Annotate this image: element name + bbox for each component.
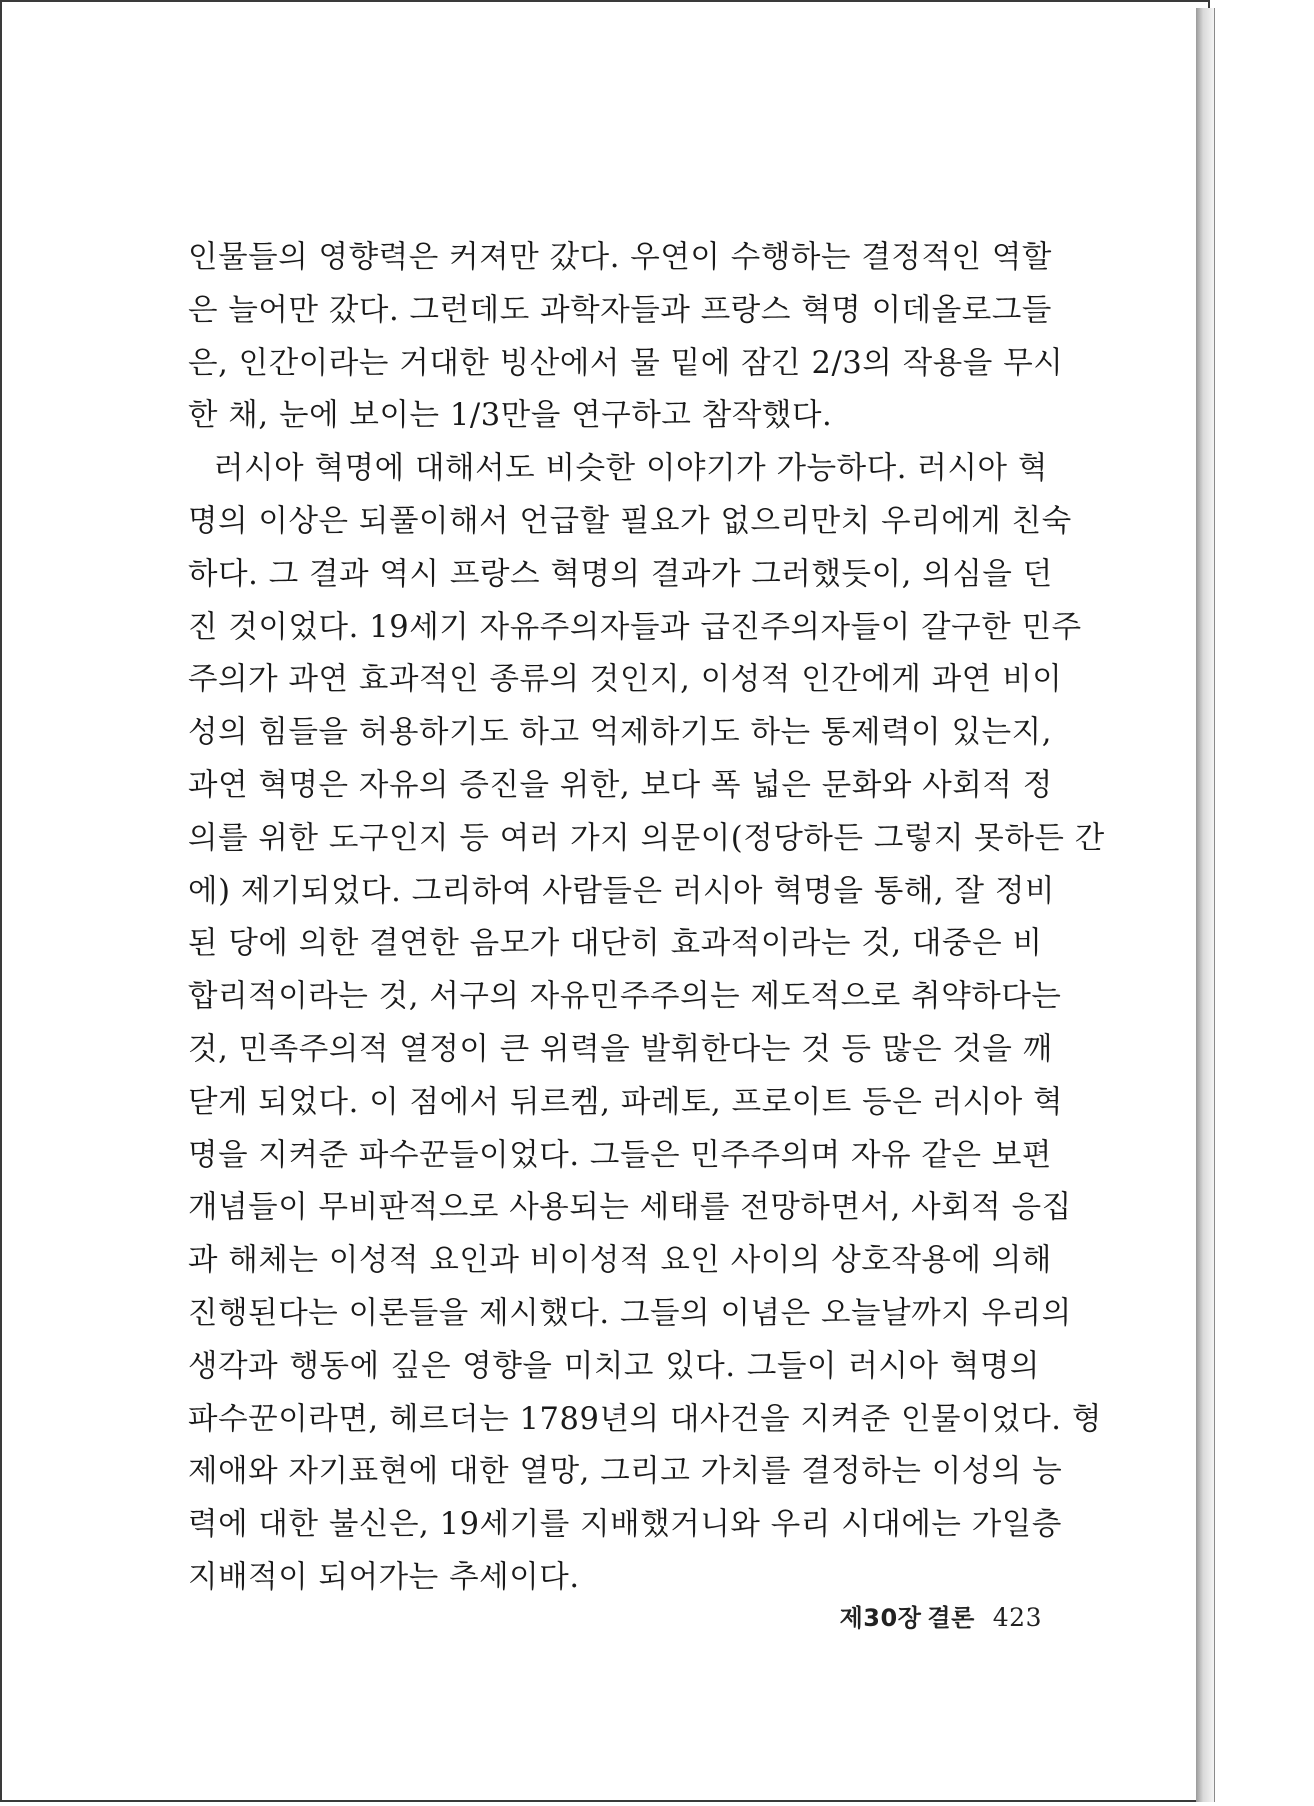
text-line: 합리적이라는 것, 서구의 자유민주주의는 제도적으로 취약하다는 bbox=[188, 979, 1062, 1015]
text-line: 진행된다는 이론들을 제시했다. 그들의 이념은 오늘날까지 우리의 bbox=[188, 1295, 1072, 1331]
text-line: 의를 위한 도구인지 등 여러 가지 의문이(정당하든 그렇지 못하든 간 bbox=[188, 820, 1105, 856]
text-line: 과연 혁명은 자유의 증진을 위한, 보다 폭 넓은 문화와 사회적 정 bbox=[188, 767, 1053, 803]
text-line: 한 채, 눈에 보이는 1/3만을 연구하고 참작했다. bbox=[188, 398, 833, 434]
text-line: 닫게 되었다. 이 점에서 뒤르켐, 파레토, 프로이트 등은 러시아 혁 bbox=[188, 1084, 1064, 1120]
text-line: 하다. 그 결과 역시 프랑스 혁명의 결과가 그러했듯이, 의심을 던 bbox=[188, 556, 1053, 592]
text-line: 과 해체는 이성적 요인과 비이성적 요인 사이의 상호작용에 의해 bbox=[188, 1243, 1052, 1279]
running-footer bbox=[822, 1598, 1042, 1633]
text-line: 러시아 혁명에 대해서도 비슷한 이야기가 가능하다. 러시아 혁 bbox=[214, 451, 1048, 487]
text-line: 력에 대한 불신은, 19세기를 지배했거니와 우리 시대에는 가일층 bbox=[188, 1507, 1062, 1543]
text-line: 인물들의 영향력은 커져만 갔다. 우연이 수행하는 결정적인 역할 bbox=[188, 240, 1052, 275]
text-line: 개념들이 무비판적으로 사용되는 세태를 전망하면서, 사회적 응집 bbox=[188, 1190, 1072, 1226]
chapter-title: 결론 bbox=[927, 1604, 975, 1632]
text-line: 명의 이상은 되풀이해서 언급할 필요가 없으리만치 우리에게 친숙 bbox=[188, 503, 1072, 539]
text-line: 은 늘어만 갔다. 그런데도 과학자들과 프랑스 혁명 이데올로그들 bbox=[188, 292, 1052, 328]
text-line: 에) 제기되었다. 그리하여 사람들은 러시아 혁명을 통해, 잘 정비 bbox=[188, 873, 1056, 909]
text-line: 제애와 자기표현에 대한 열망, 그리고 가치를 결정하는 이성의 능 bbox=[188, 1454, 1063, 1490]
text-line: 은, 인간이라는 거대한 빙산에서 물 밑에 잠긴 2/3의 작용을 무시 bbox=[188, 345, 1064, 381]
text-line: 성의 힘들을 허용하기도 하고 억제하기도 하는 통제력이 있는지, bbox=[188, 715, 1052, 751]
body-text bbox=[188, 232, 1105, 1605]
page-number: 423 bbox=[992, 1603, 1042, 1632]
text-line: 파수꾼이라면, 헤르더는 1789년의 대사건을 지켜준 인물이었다. 형 bbox=[188, 1401, 1102, 1437]
text-line: 진 것이었다. 19세기 자유주의자들과 급진주의자들이 갈구한 민주 bbox=[188, 609, 1082, 645]
background-margin bbox=[1210, 0, 1314, 1806]
chapter-label: 제30장 bbox=[839, 1604, 922, 1632]
text-line: 생각과 행동에 깊은 영향을 미치고 있다. 그들이 러시아 혁명의 bbox=[188, 1348, 1040, 1384]
text-line: 지배적이 되어가는 추세이다. bbox=[188, 1559, 580, 1595]
text-line: 된 당에 의한 결연한 음모가 대단히 효과적이라는 것, 대중은 비 bbox=[188, 926, 1043, 962]
page-edge-shadow bbox=[1196, 8, 1215, 1802]
text-line: 명을 지켜준 파수꾼들이었다. 그들은 민주주의며 자유 같은 보편 bbox=[188, 1137, 1052, 1173]
text-line: 주의가 과연 효과적인 종류의 것인지, 이성적 인간에게 과연 비이 bbox=[188, 662, 1063, 698]
text-line: 것, 민족주의적 열정이 큰 위력을 발휘한다는 것 등 많은 것을 깨 bbox=[188, 1031, 1053, 1067]
